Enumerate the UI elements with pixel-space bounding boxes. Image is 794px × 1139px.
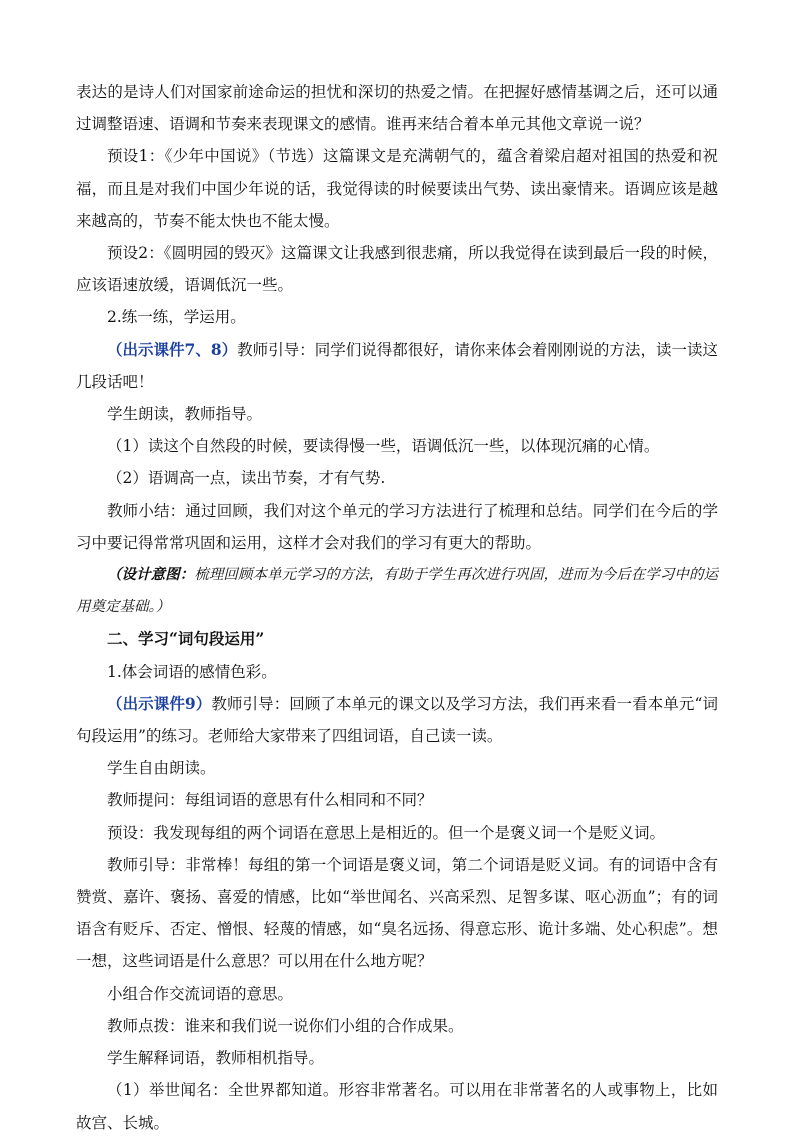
courseware-cue: （出示课件9） — [107, 693, 212, 713]
paragraph-point-1: （1）读这个自然段的时候，要读得慢一些，语调低沉一些，以体现沉痛的心情。 — [107, 437, 660, 456]
paragraph-subheading-1: 1.体会词语的感情色彩。 — [107, 662, 277, 681]
paragraph-text: 教师引导：回顾了本单元的课文以及学习方法，我们再来看一看本单元“词句段运用”的练习。老师给大家带来了四组词语，自己读一读。 — [76, 694, 718, 746]
paragraph-preset-2: 预设2：《圆明园的毁灭》这篇课文让我感到很悲痛，所以我觉得在读到最后一段的时候，应该语速放缓，语调低沉一些。 — [76, 244, 718, 295]
paragraph-design-intent — [76, 559, 718, 623]
paragraph-preset-1: 预设1：《少年中国说》（节选）这篇课文是充满朝气的，蕴含着梁启超对祖国的热爱和祝福，而且是对我们中国少年说的话，我觉得读的时候要读出气势、读出豪情来。语调应该是越来越高的，节奏不能太快也不能太慢。 — [76, 147, 718, 230]
paragraph-teacher-hint: 教师点拨：谁来和我们说一说你们小组的合作成果。 — [107, 1016, 464, 1035]
section-heading-2: 二、学习“词句段运用” — [107, 629, 265, 649]
paragraph-courseware-7-8 — [76, 334, 718, 398]
paragraph-text: 梳理回顾本单元学习的方法，有助于学生再次进行巩固，进而为今后在学习中的运用奠定基础。） — [76, 567, 719, 616]
paragraph-teacher-guidance: 教师引导：非常棒！每组的第一个词语是褒义词，第二个词语是贬义词。有的词语中含有赞赏、嘉许、褒扬、喜爱的情感，比如“举世闻名、兴高采烈、足智多谋、呕心沥血”；有的词语含有贬斥、否定、憎恨、轻蔑的情感，如“臭名远扬、得意忘形、诡计多端、处心积虑”。想一想，这些词语是什么意思？可以用在什么地方呢？ — [76, 855, 718, 971]
paragraph-term-1: （1）举世闻名：全世界都知道。形容非常著名。可以用在非常著名的人或事物上，比如故宫、长城。 — [76, 1081, 718, 1132]
courseware-cue: （出示课件7、8） — [107, 339, 238, 359]
paragraph-teacher-summary: 教师小结：通过回顾，我们对这个单元的学习方法进行了梳理和总结。同学们在今后的学习中要记得常常巩固和运用，这样才会对我们的学习有更大的帮助。 — [76, 501, 718, 552]
paragraph-student-reading: 学生朗读，教师指导。 — [107, 405, 263, 424]
design-intent-label: （设计意图： — [107, 566, 195, 584]
paragraph-practice-heading: 2.练一练，学运用。 — [107, 308, 246, 327]
paragraph-group-work: 小组合作交流词语的意思。 — [107, 984, 294, 1003]
paragraph-intro: 表达的是诗人们对国家前途命运的担忧和深切的热爱之情。在把握好感情基调之后，还可以通过调整语速、语调和节奏来表现课文的感情。谁再来结合着本单元其他文章说一说？ — [76, 83, 718, 134]
paragraph-courseware-9 — [76, 688, 718, 752]
paragraph-free-reading: 学生自由朗读。 — [107, 759, 216, 778]
paragraph-point-2: （2）语调高一点，读出节奏，才有气势. — [107, 469, 386, 488]
paragraph-student-explain: 学生解释词语，教师相机指导。 — [107, 1049, 325, 1068]
paragraph-preset-answer: 预设：我发现每组的两个词语在意思上是相近的。但一个是褒义词一个是贬义词。 — [107, 823, 666, 842]
paragraph-text: 教师引导：同学们说得都很好，请你来体会着刚刚说的方法，读一读这几段话吧！ — [76, 340, 718, 391]
paragraph-teacher-question: 教师提问：每组词语的意思有什么相同和不同？ — [107, 791, 433, 810]
